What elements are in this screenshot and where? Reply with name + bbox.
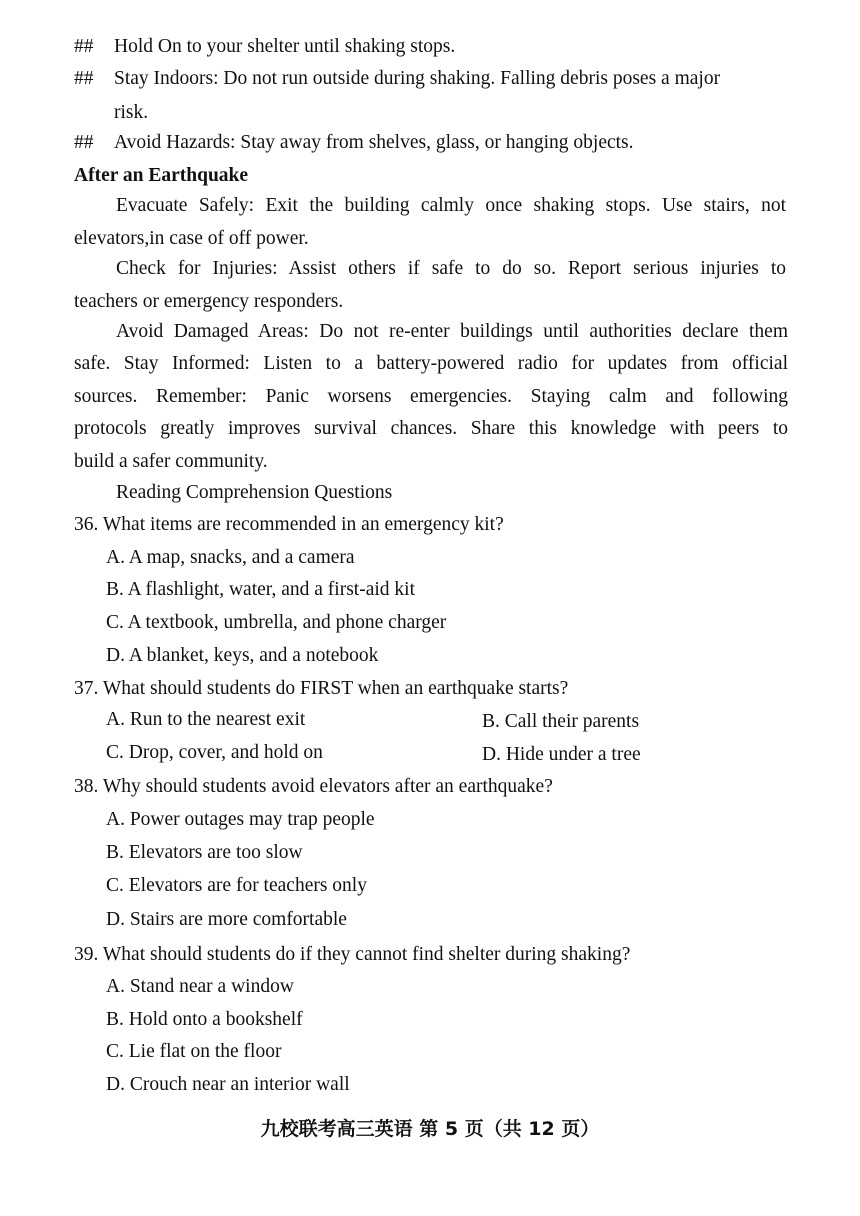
answer-option: D. Crouch near an interior wall [106,1074,350,1095]
answer-option: B. Call their parents [482,711,640,732]
page-footer: 九校联考高三英语 第 5 页（共 12 页） [260,1118,600,1140]
paragraph-line: Check for Injuries: Assist others if safe to do so. Report serious injuries to [116,258,786,279]
answer-option: A. Stand near a window [106,976,294,997]
paragraph-line: teachers or emergency responders. [74,291,344,312]
paragraph-line: protocols greatly improves survival chances. Share this knowledge with peers to [74,418,788,439]
question-stem: 39. What should students do if they cannot find shelter during shaking? [74,944,631,965]
answer-option: A. Power outages may trap people [106,809,375,830]
answer-option: C. Elevators are for teachers only [106,875,367,896]
bullet-marker: ## [74,132,94,153]
answer-option: B. Hold onto a bookshelf [106,1009,303,1030]
bullet-text: Hold On to your shelter until shaking stops. [114,36,456,57]
bullet-text: Avoid Hazards: Stay away from shelves, glass, or hanging objects. [114,132,634,153]
answer-option: B. Elevators are too slow [106,842,303,863]
answer-option: B. A flashlight, water, and a first-aid kit [106,579,415,600]
bullet-item [74,66,720,92]
bullet-item [74,130,634,156]
section-heading: After an Earthquake [74,165,249,186]
answer-option: D. Hide under a tree [482,744,641,765]
bullet-text: Stay Indoors: Do not run outside during shaking. Falling debris poses a major [114,68,721,89]
paragraph-line: build a safer community. [74,451,268,472]
answer-option: C. Drop, cover, and hold on [106,742,323,763]
question-stem: 36. What items are recommended in an emergency kit? [74,514,504,535]
bullet-continuation: risk. [114,102,149,123]
answer-option: A. Run to the nearest exit [106,709,306,730]
paragraph-line: safe. Stay Informed: Listen to a battery-powered radio for updates from official [74,353,788,374]
question-stem: 37. What should students do FIRST when an earthquake starts? [74,678,569,699]
answer-option: D. Stairs are more comfortable [106,909,347,930]
bullet-item [74,34,455,60]
paragraph-line: elevators,in case of off power. [74,228,309,249]
bullet-marker: ## [74,36,94,57]
answer-option: C. Lie flat on the floor [106,1041,282,1062]
paragraph-line: Evacuate Safely: Exit the building calmly once shaking stops. Use stairs, not [116,195,786,216]
question-stem: 38. Why should students avoid elevators after an earthquake? [74,776,553,797]
paragraph-line: Avoid Damaged Areas: Do not re-enter buildings until authorities declare them [116,321,788,342]
paragraph-line: sources. Remember: Panic worsens emergencies. Staying calm and following [74,386,788,407]
answer-option: C. A textbook, umbrella, and phone charger [106,612,447,633]
answer-option: A. A map, snacks, and a camera [106,547,355,568]
section-title: Reading Comprehension Questions [116,482,393,503]
bullet-marker: ## [74,68,94,89]
answer-option: D. A blanket, keys, and a notebook [106,645,379,666]
